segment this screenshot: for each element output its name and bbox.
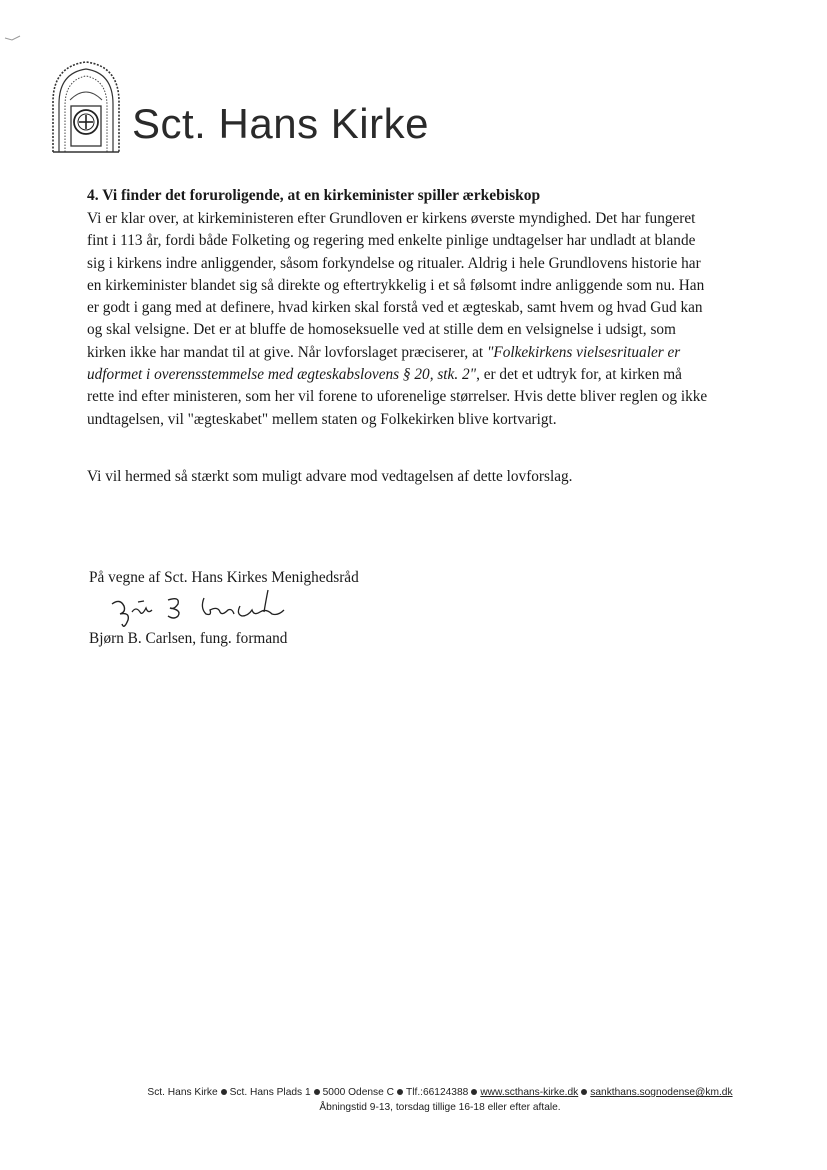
letterhead-footer [60,1085,820,1115]
paragraph-line: er godt i gang med at definere, hvad kirken skal forstå ved et ægteskab, samt hvem og hvad Gud kan [87,299,703,317]
footer-email-link[interactable]: sankthans.sognodense@km.dk [590,1087,733,1098]
signer-name: Bjørn B. Carlsen, fung. formand [89,630,288,647]
quoted-ritual-text: "Folkekirkens vielsesritualer er [486,343,681,361]
bullet-icon [221,1089,227,1095]
footer-church-name: Sct. Hans Kirke [147,1087,218,1098]
scan-mark-icon [4,34,22,42]
paragraph-line: fint i 113 år, fordi både Folketing og regering med enkelte pinlige undtagelser har undladt at blande [87,232,696,250]
church-name-logo-text: Sct. Hans Kirke [132,100,429,147]
footer-city: 5000 Odense C [322,1087,394,1098]
church-window-cross-icon [50,60,122,154]
quoted-law-text: udformet i overensstemmelse med ægteskabslovens § 20, stk. 2" [87,366,477,384]
handwritten-signature-icon [108,586,308,630]
paragraph-line: undtagelsen, vil "ægteskabet" mellem staten og Folkekirken blive kortvarigt. [87,410,557,428]
line-text: kirken ikke har mandat til at give. Når lovforslaget præciserer, at [87,343,487,361]
footer-website-link[interactable]: www.scthans-kirke.dk [480,1087,579,1098]
bullet-icon [471,1089,477,1095]
paragraph-line [87,342,757,364]
paragraph-line [87,364,757,386]
paragraph-line: en kirkeminister blandet sig så direkte og eftertrykkelig i et så følsomt indre anliggende som nu. Han [87,276,705,294]
bullet-icon [581,1089,587,1095]
footer-address: Sct. Hans Plads 1 [229,1087,311,1098]
paragraph-line: og skal velsigne. Det er at bluffe de homoseksuelle ved at stille dem en velsignelse i udsigt, som [87,321,676,339]
on-behalf-line: På vegne af Sct. Hans Kirkes Menighedsråd [89,569,359,586]
paragraph-line: rette ind efter ministeren, som her vil forene to uforenelige størrelser. Hvis dette bliver reglen og ikke [87,388,708,406]
section-paragraph [87,208,757,431]
section-4 [87,186,757,431]
paragraph-line: sig i kirkens indre anliggender, såsom forkyndelse og ritualer. Aldrig i hele Grundlovens historie har [87,254,701,272]
footer-contact-row [60,1085,820,1100]
bullet-icon [314,1089,320,1095]
section-heading: 4. Vi finder det foruroligende, at en kirkeminister spiller ærkebiskop [87,187,541,204]
warning-statement: Vi vil hermed så stærkt som muligt advare mod vedtagelsen af dette lovforslag. [87,468,573,485]
paragraph-line: Vi er klar over, at kirkeministeren efter Grundloven er kirkens øverste myndighed. Det har fungeret [87,210,696,227]
footer-hours: Åbningstid 9-13, torsdag tillige 16-18 eller efter aftale. [319,1102,561,1113]
footer-phone: Tlf.:66124388 [406,1087,469,1098]
bullet-icon [397,1089,403,1095]
line-text: , er det et udtryk for, at kirken må [476,366,682,384]
